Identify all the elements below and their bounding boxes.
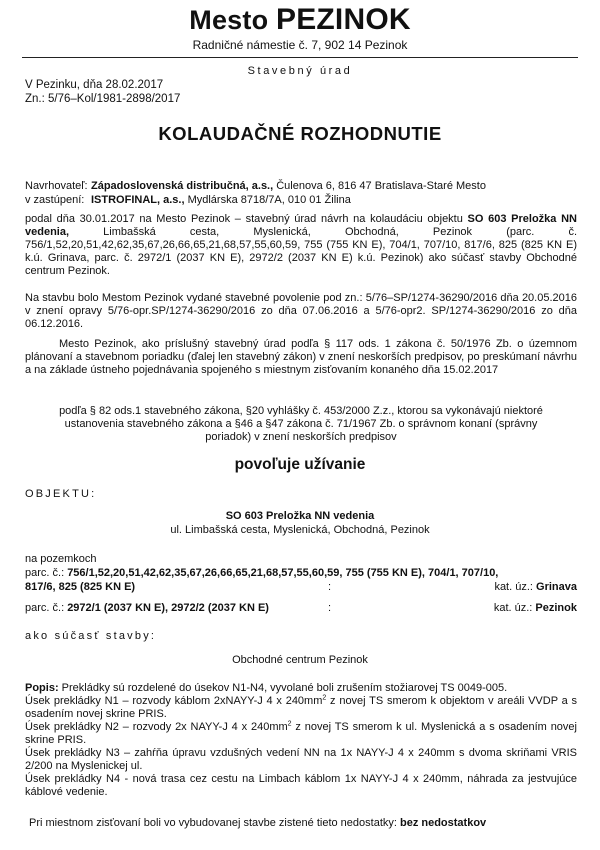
finding-text: Pri miestnom zisťovaní boli vo vybudovanej stavbe zistené tieto nedostatky: — [29, 817, 400, 829]
finding-result: bez nedostatkov — [399, 817, 487, 829]
parcel-colon-2: : — [328, 602, 332, 614]
section-n4: Úsek prekládky N4 - nová trasa cez cestu na Limbach káblom 1x NAYY-J 4 x 240mm, náhrada za jestvujúce káblové vedenie. — [25, 773, 577, 798]
representative-label: v zastúpení: — [25, 194, 85, 206]
header-divider — [22, 57, 578, 58]
document-title: KOLAUDAČNÉ ROZHODNUTIE — [158, 123, 442, 144]
application-text-c: Limbašská cesta, Myslenická, Obchodná, Pezinok (parc. č. 756/1,52,20,51,42,62,35,67,26,66,65,21,68,57,55,60,59, 755 (755 KN E), 704/1, 707/10, 817/6, 825 (825 KN E) k.ú. Grinava, parc. č. 2972/1 (2037 KN E), 2972/2 (2037 KN E) k.ú. Pezinok) ako súčasť stavby Obchodné centrum Pezinok. — [25, 226, 577, 277]
legal-basis-paragraph: podľa § 82 ods.1 stavebného zákona, §20 vyhlášky č. 453/2000 Z.z., ktorou sa vykonávajú niektoré ustanovenia stavebného zákona a §46 a §47 zákona č. 71/1967 Zb. o správnom konaní (správny poriadok) v znení neskorších predpisov — [59, 405, 543, 443]
city-title — [0, 4, 600, 36]
part-of-name: Obchodné centrum Pezinok — [232, 654, 368, 666]
section-n2-text-b: z novej TS smerom k ul. Myslenická a s osadením novej skrine PRIS. — [25, 721, 577, 746]
section-n2-superscript: 2 — [287, 720, 292, 728]
building-permit-paragraph: Na stavbu bolo Mestom Pezinok vydané stavebné povolenie pod zn.: 5/76–SP/1274-36290/2016 dňa 20.05.2016 v znení opravy 5/76-opr.SP/1274-36290/2016 zo dňa 07.06.2016 a 5/76-opr2. SP/1274-36290/2016 zo dňa 06.12.2016. — [25, 292, 577, 330]
object-streets: ul. Limbašská cesta, Myslenická, Obchodná, Pezinok — [170, 524, 430, 536]
proposer-label: Navrhovateľ: — [25, 180, 88, 192]
object-name: SO 603 Preložka NN vedenia — [225, 510, 375, 522]
representative-address: Mydlárska 8718/7A, 010 01 Žilina — [187, 194, 351, 206]
parcel-pezinok-line — [25, 602, 577, 615]
city-name: PEZINOK — [275, 3, 411, 36]
parcel-colon: : — [328, 581, 332, 593]
parcel-grinava-line-2 — [25, 581, 577, 594]
cadastral-label: kat. úz.: — [494, 581, 533, 593]
cadastral-pezinok-name: Pezinok — [535, 602, 577, 614]
authority-paragraph: Mesto Pezinok, ako príslušný stavebný úrad podľa § 117 ods. 1 zákona č. 50/1976 Zb. o územnom plánovaní a stavebnom poriadku (ďalej len stavebný zákon) v znení neskorších predpisov, po preskúmaní návrhu a na základe ústneho pojednávania spojeného s miestnym zisťovaním konaného dňa 15.02.2017 — [25, 338, 577, 376]
proposer-address: Čulenova 6, 816 47 Bratislava-Staré Mesto — [276, 180, 486, 192]
cadastral-grinava — [494, 581, 577, 594]
part-of-label: ako súčasť stavby: — [25, 630, 157, 642]
city-address: Radničné námestie č. 7, 902 14 Pezinok — [192, 38, 408, 52]
finding-line — [29, 817, 581, 830]
parcel-grinava-list-1: 756/1,52,20,51,42,62,35,67,26,66,65,21,68,57,55,60,59, 755 (755 KN E), 704/1, 707/10, — [67, 567, 499, 579]
application-text-a: podal dňa 30.01.2017 na Mesto Pezinok – stavebný úrad návrh na kolaudáciu objektu — [25, 213, 468, 225]
proposer-name: Západoslovenská distribučná, a.s., — [91, 180, 274, 192]
parcel-prefix: parc. č.: — [25, 567, 65, 579]
cadastral-label-2: kat. úz.: — [493, 602, 533, 614]
parcel-grinava-line-1 — [25, 567, 577, 580]
city-prefix: Mesto — [189, 5, 269, 35]
cadastral-grinava-name: Grinava — [536, 581, 577, 593]
description-summary — [25, 682, 577, 695]
reference-number: Zn.: 5/76–Kol/1981-2898/2017 — [25, 93, 181, 105]
application-paragraph — [25, 213, 577, 278]
parcel-prefix-2: parc. č.: — [25, 602, 65, 614]
section-n1-text-a: Úsek prekládky N1 – rozvody káblom 2xNAYY-J 4 x 240mm — [25, 695, 323, 707]
description-block — [25, 682, 577, 799]
section-n2 — [25, 721, 577, 747]
section-n1-text-b: z novej TS smerom k objektom v areáli VVDP a s osadením novej skrine PRIS. — [25, 695, 577, 720]
object-label: OBJEKTU: — [25, 488, 97, 500]
decision-heading: povoľuje užívanie — [234, 456, 366, 473]
parcel-pezinok-list: 2972/1 (2037 KN E), 2972/2 (2037 KN E) — [67, 602, 269, 614]
section-n1 — [25, 695, 577, 721]
section-n3: Úsek prekládky N3 – zahŕňa úpravu vzdušných vedení NN na 1x NAYY-J 4 x 240mm s dvoma skriňami VRIS 2/200 na Myslenickej ul. — [25, 747, 577, 772]
representative-name: ISTROFINAL, a.s., — [91, 194, 185, 206]
description-summary-text: Prekládky sú rozdelené do úsekov N1-N4, vyvolané boli zrušením stožiarovej TS 0049-005. — [58, 682, 508, 694]
section-n2-text-a: Úsek prekládky N2 – rozvody 2x NAYY-J 4 x 240mm — [25, 721, 288, 733]
proposer-row — [25, 180, 486, 193]
date-line: V Pezinku, dňa 28.02.2017 — [25, 79, 164, 91]
section-n1-superscript: 2 — [322, 694, 327, 702]
description-label: Popis: — [25, 682, 59, 694]
parcel-grinava-list-2: 817/6, 825 (825 KN E) — [25, 581, 136, 593]
land-intro: na pozemkoch — [25, 553, 97, 565]
office-name: Stavebný úrad — [247, 65, 353, 77]
representative-row — [25, 194, 351, 207]
application-object-name: SO 603 Preložka NN vedenia, — [25, 213, 577, 238]
cadastral-pezinok — [494, 602, 577, 615]
